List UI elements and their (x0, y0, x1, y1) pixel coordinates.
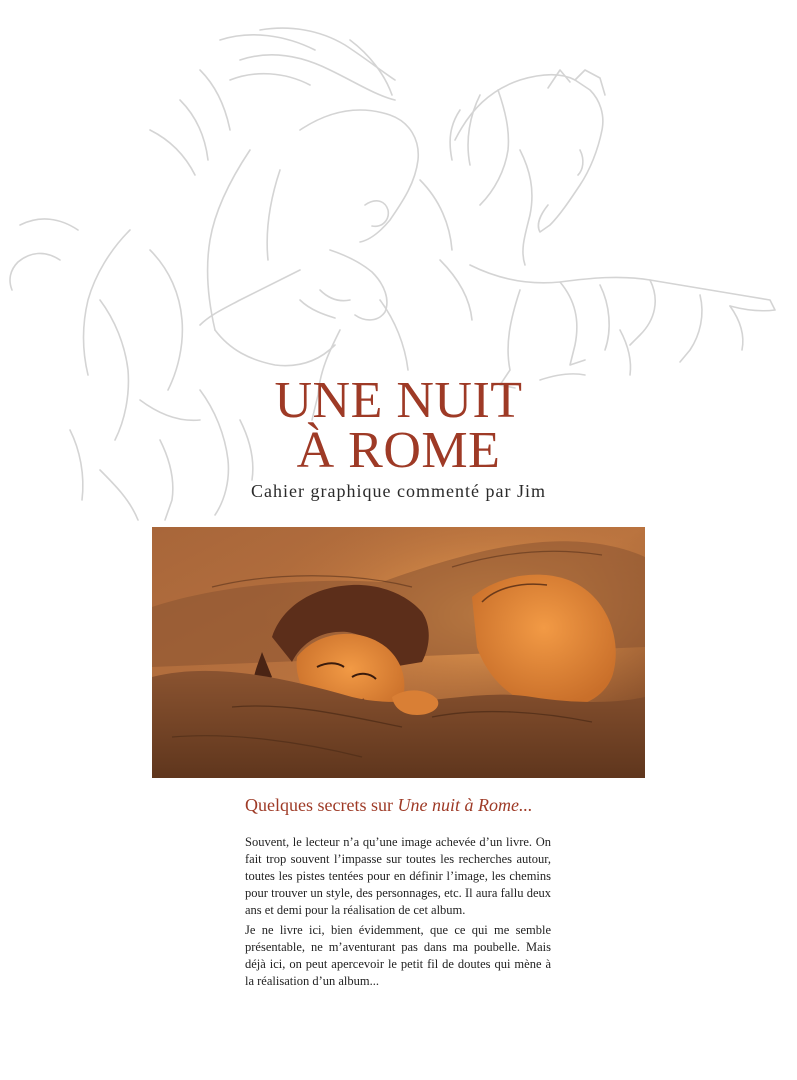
paragraph-intro: Souvent, le lecteur n’a qu’une image achevée d’un livre. On fait trop souvent l’impasse sur toutes les recherches autour, toutes les pistes tentées pour en définir l’image, les chemins pour trouver un style, des personnages, etc. Il aura fallu deux ans et demi pour la réalisation de cet album. (245, 835, 551, 917)
section-heading-prefix: Quelques secrets sur (245, 795, 398, 815)
title-line-1: UNE NUIT (274, 372, 523, 429)
section-heading-emphasis: Une nuit à Rome... (397, 795, 533, 815)
sleeping-woman-illustration (152, 527, 645, 778)
paragraph-second: Je ne livre ici, bien évidemment, que ce qui me semble présentable, ne m’aventurant pas dans ma poubelle. Mais déjà ici, on peut apercevoir le petit fil de doutes qui mène à la réalisation d’un album... (245, 923, 551, 988)
subtitle: Cahier graphique commenté par Jim (251, 481, 546, 501)
section-heading (245, 795, 532, 816)
title-line-2: À ROME (296, 422, 501, 479)
